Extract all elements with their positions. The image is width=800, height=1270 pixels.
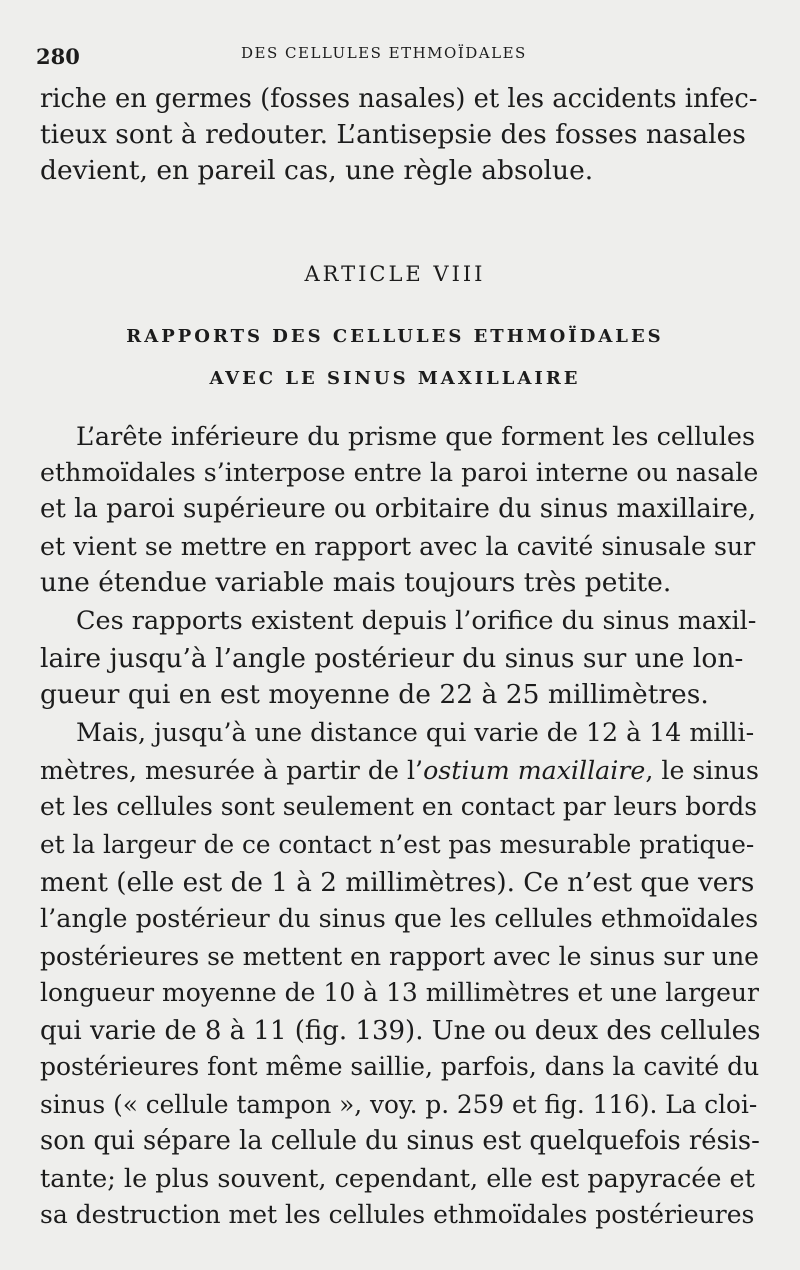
body-line: et la paroi supérieure ou orbitaire du sinus maxillaire, — [40, 494, 757, 524]
intro-line: riche en germes (fosses nasales) et les accidents infec- — [40, 84, 758, 114]
body-line: Ces rapports existent depuis l’orifice du sinus maxil- — [76, 606, 757, 636]
body-line: et vient se mettre en rapport avec la cavité sinusale sur — [40, 532, 756, 561]
body-line: postérieures se mettent en rapport avec le sinus sur une — [40, 942, 759, 971]
body-line: une étendue variable mais toujours très petite. — [40, 567, 672, 598]
page-header — [36, 38, 736, 68]
body-line: l’angle postérieur du sinus que les cellules ethmoïdales — [40, 904, 759, 934]
article-label: ARTICLE VIII — [304, 262, 486, 286]
body-line — [40, 756, 759, 786]
body-line: et les cellules sont seulement en contact par leurs bords — [40, 792, 758, 821]
body-line: son qui sépare la cellule du sinus est quelquefois résis- — [40, 1126, 760, 1156]
body-line: ment (elle est de 1 à 2 millimètres). Ce n’est que vers — [40, 868, 755, 898]
running-head: DES CELLULES ETHMOÏDALES — [241, 44, 527, 62]
section-title-line2: AVEC LE SINUS MAXILLAIRE — [209, 368, 581, 389]
intro-line: devient, en pareil cas, une règle absolue. — [40, 155, 594, 186]
body-line: tante; le plus souvent, cependant, elle est papyracée et — [40, 1164, 755, 1194]
section-title-line1: RAPPORTS DES CELLULES ETHMOÏDALES — [126, 326, 664, 347]
body-line: et la largeur de ce contact n’est pas mesurable pratique- — [40, 830, 755, 859]
body-line: L’arête inférieure du prisme que forment les cellules — [76, 422, 756, 452]
body-line: longueur moyenne de 10 à 13 millimètres et une largeur — [40, 978, 759, 1007]
body-line: qui varie de 8 à 11 (fig. 139). Une ou deux des cellules — [40, 1016, 761, 1046]
page-number: 280 — [36, 44, 80, 69]
body-text-segment: , le sinus — [645, 756, 759, 785]
body-line: sinus (« cellule tampon », voy. p. 259 et fig. 116). La cloi- — [40, 1090, 758, 1119]
body-line: ethmoïdales s’interpose entre la paroi interne ou nasale — [40, 458, 759, 487]
intro-line: tieux sont à redouter. L’antisepsie des fosses nasales — [40, 119, 746, 150]
body-line: gueur qui en est moyenne de 22 à 25 millimètres. — [40, 679, 709, 710]
body-line: laire jusqu’à l’angle postérieur du sinus sur une lon- — [40, 643, 744, 674]
body-line: postérieures font même saillie, parfois, dans la cavité du — [40, 1052, 760, 1081]
italic-term: ostium maxillaire — [423, 756, 646, 785]
body-line: sa destruction met les cellules ethmoïdales postérieures — [40, 1200, 755, 1229]
body-line: Mais, jusqu’à une distance qui varie de 12 à 14 milli- — [76, 718, 755, 747]
body-text-segment: mètres, mesurée à partir de l’ — [40, 756, 424, 785]
